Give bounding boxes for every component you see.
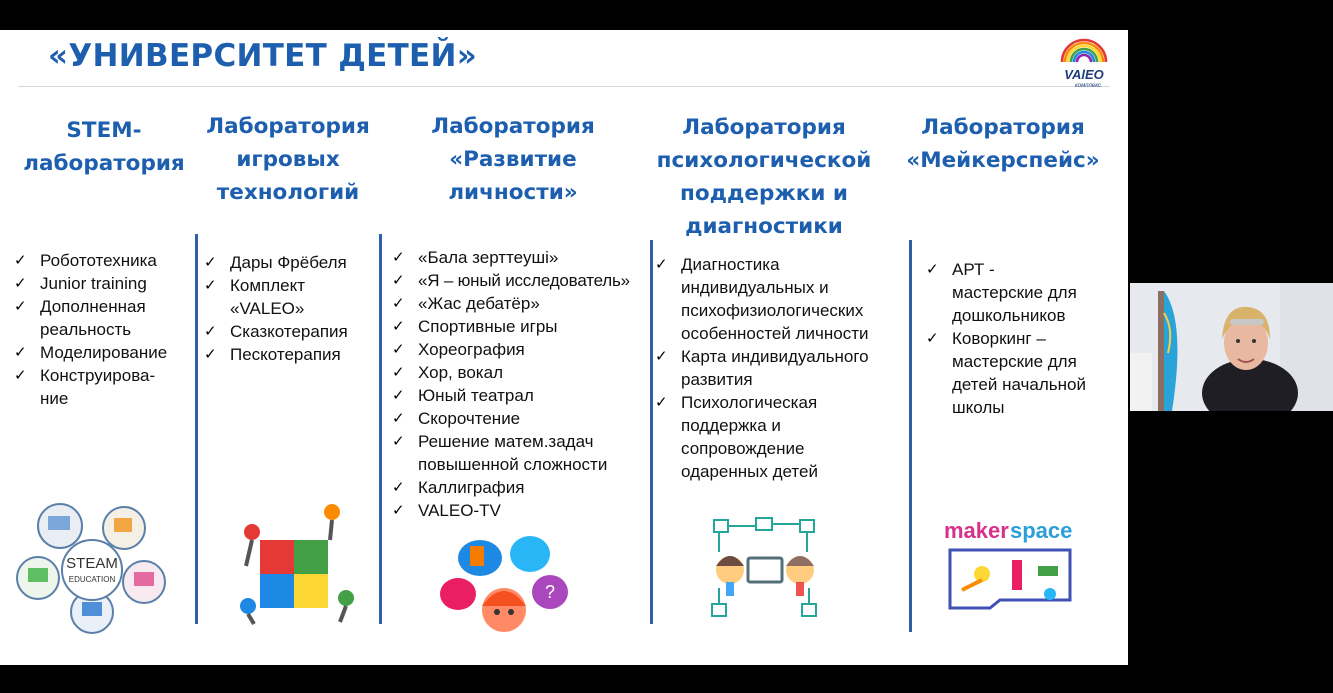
steam-label: STEAM bbox=[66, 555, 118, 572]
steam-education-image bbox=[16, 502, 168, 634]
heading-line: личности» bbox=[448, 180, 578, 205]
heading-line: игровых bbox=[236, 147, 340, 172]
list-item: ✓ Психологическая поддержка и сопровождение одаренных детей bbox=[655, 391, 871, 483]
steam-sublabel: EDUCATION bbox=[68, 575, 116, 584]
list-item: ✓ Комплект «VALEO» bbox=[204, 274, 340, 320]
makerspace-image bbox=[942, 516, 1088, 612]
column-divider bbox=[650, 240, 653, 624]
presenter-video bbox=[1130, 283, 1333, 411]
list-item: ✓ Решение матем.задач повышенной сложности bbox=[392, 430, 640, 476]
list-item: ✓ «Бала зерттеуші» bbox=[392, 246, 654, 269]
list-item: ✓ Робототехника bbox=[14, 249, 196, 272]
maker-text: maker bbox=[944, 518, 1009, 543]
column-divider bbox=[379, 234, 382, 624]
list-item: ✓ АРТ - мастерские для дошкольников bbox=[926, 258, 1090, 327]
list-item: ✓ Спортивные игры bbox=[392, 315, 654, 338]
list-item: ✓ Конструирова-ние bbox=[14, 364, 170, 410]
makerspace-list bbox=[926, 258, 1101, 419]
list-item: ✓ Моделирование bbox=[14, 341, 196, 364]
title-divider bbox=[18, 86, 1110, 87]
list-item: ✓ Каллиграфия bbox=[392, 476, 654, 499]
list-item: ✓ Дары Фрёбеля bbox=[204, 251, 380, 274]
heading-line: Лаборатория bbox=[206, 114, 370, 139]
list-item: ✓ Дополненная реальность bbox=[14, 295, 165, 341]
valeo-logo bbox=[1056, 34, 1112, 90]
list-item: ✓ Сказкотерапия bbox=[204, 320, 380, 343]
heading-line: STEM- bbox=[66, 118, 142, 143]
list-item: ✓ «Жас дебатёр» bbox=[392, 292, 654, 315]
column-heading-psychology bbox=[652, 111, 876, 243]
heading-line: Лаборатория bbox=[921, 115, 1085, 140]
list-item: ✓ Карта индивидуального развития bbox=[655, 345, 895, 391]
column-heading-makerspace bbox=[898, 111, 1108, 177]
heading-line: психологической bbox=[656, 148, 872, 173]
presentation-slide bbox=[0, 30, 1128, 665]
list-item: ✓ Junior training bbox=[14, 272, 196, 295]
list-item: ✓ Диагностика индивидуальных и психофизиологических особенностей личности bbox=[655, 253, 895, 345]
list-item: ✓ VALEO-TV bbox=[392, 499, 654, 522]
psychology-list bbox=[655, 253, 900, 483]
webcam-video-feed bbox=[1130, 283, 1333, 411]
child-ideas-image bbox=[432, 524, 572, 632]
question-mark-icon: ? bbox=[544, 582, 556, 602]
column-divider bbox=[195, 234, 198, 624]
column-divider bbox=[909, 240, 912, 632]
heading-line: технологий bbox=[216, 180, 360, 205]
games-list bbox=[204, 251, 380, 366]
list-item: ✓ Скорочтение bbox=[392, 407, 654, 430]
space-text: space bbox=[1010, 518, 1073, 543]
heading-line: лаборатория bbox=[23, 151, 185, 176]
kids-technology-image bbox=[706, 514, 824, 626]
list-item: ✓ Пескотерапия bbox=[204, 343, 380, 366]
column-heading-games bbox=[198, 110, 378, 209]
column-heading-stem bbox=[14, 114, 194, 180]
list-item: ✓ Юный театрал bbox=[392, 384, 654, 407]
slide-title: «УНИВЕРСИТЕТ ДЕТЕЙ» bbox=[48, 38, 478, 74]
list-item: ✓ «Я – юный исследователь» bbox=[392, 269, 654, 292]
list-item: ✓ Коворкинг – мастерские для детей начальной школы bbox=[926, 327, 1090, 419]
list-item: ✓ Хор, вокал bbox=[392, 361, 654, 384]
stem-list bbox=[14, 249, 196, 410]
puzzle-people-image bbox=[238, 502, 360, 626]
logo-text: VAlEO bbox=[1064, 67, 1104, 82]
heading-line: «Мейкерспейс» bbox=[906, 148, 1100, 173]
personality-list bbox=[392, 246, 654, 522]
logo-subtext: комплекс bbox=[1074, 83, 1102, 89]
heading-line: диагностики bbox=[685, 214, 843, 239]
heading-line: поддержки и bbox=[680, 181, 848, 206]
heading-line: «Развитие bbox=[449, 147, 577, 172]
column-heading-personality bbox=[395, 110, 631, 209]
list-item: ✓ Хореография bbox=[392, 338, 654, 361]
heading-line: Лаборатория bbox=[431, 114, 595, 139]
heading-line: Лаборатория bbox=[682, 115, 846, 140]
